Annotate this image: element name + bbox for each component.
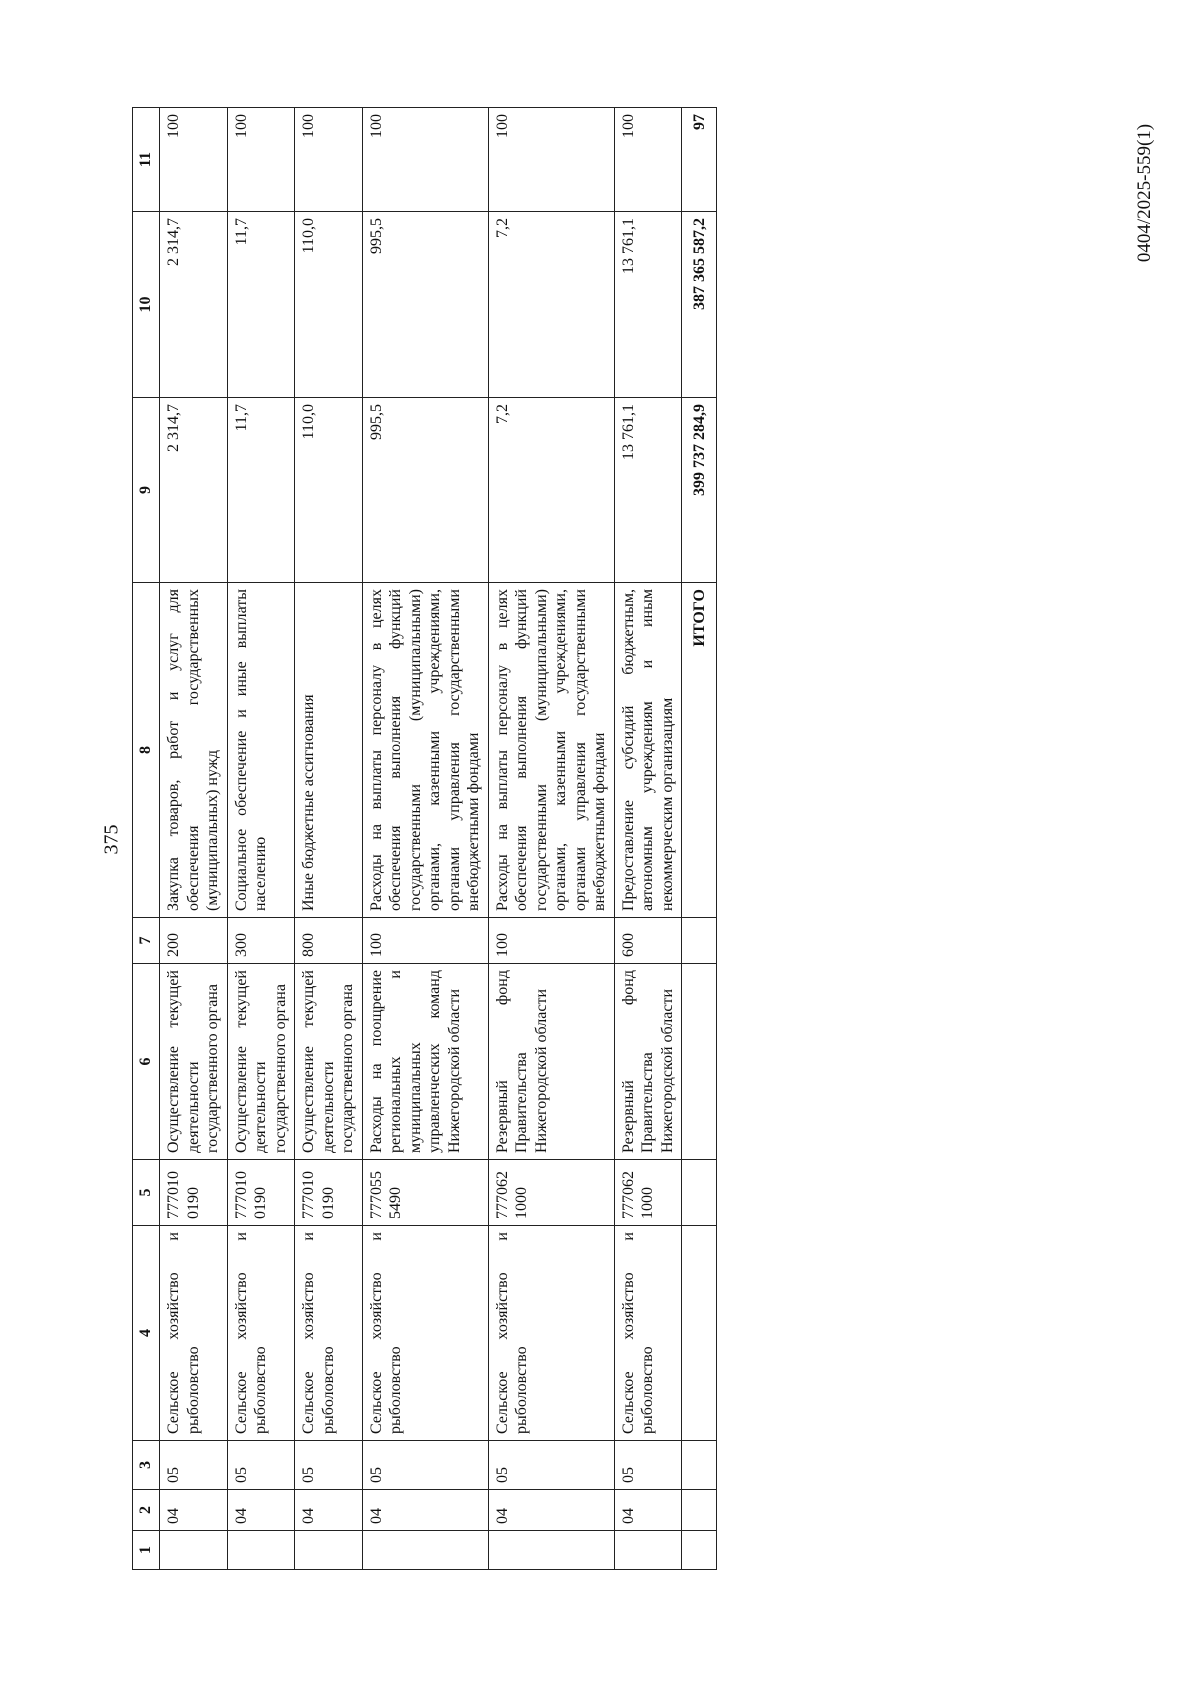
expense-type-name: Расходы на выплаты персоналу в целях обеспечения выполнения функций государственными (муниципальными) органами, казенными учреждениями, органами управления государственными внебюджетными фондами xyxy=(362,583,488,918)
plan-amount: 11,7 xyxy=(227,398,295,583)
total-cell-empty xyxy=(682,1226,717,1441)
article-name: Осуществление текущей деятельности государственного органа xyxy=(160,964,228,1160)
expense-type-name: Предоставление субсидий бюджетным, автономным учреждениям и иным некоммерческим организациям xyxy=(614,583,682,918)
article-name: Осуществление текущей деятельности государственного органа xyxy=(227,964,295,1160)
section-name: Сельское хозяйство и рыболовство xyxy=(362,1226,488,1441)
execution-percent: 100 xyxy=(227,108,295,212)
col-header: 11 xyxy=(133,108,160,212)
col-header: 6 xyxy=(133,964,160,1160)
col-header: 7 xyxy=(133,918,160,964)
actual-amount: 2 314,7 xyxy=(160,212,228,398)
total-percent: 97 xyxy=(682,108,717,212)
section-code: 04 xyxy=(227,1490,295,1531)
execution-percent: 100 xyxy=(488,108,614,212)
total-cell-empty xyxy=(682,1531,717,1570)
actual-amount: 110,0 xyxy=(295,212,363,398)
total-actual: 387 365 587,2 xyxy=(682,212,717,398)
row-number xyxy=(614,1531,682,1570)
execution-percent: 100 xyxy=(362,108,488,212)
section-name: Сельское хозяйство и рыболовство xyxy=(227,1226,295,1441)
header-row xyxy=(133,108,160,1570)
expense-type-name: Иные бюджетные ассигнования xyxy=(295,583,363,918)
section-name: Сельское хозяйство и рыболовство xyxy=(488,1226,614,1441)
table-row xyxy=(488,108,614,1570)
total-cell-empty xyxy=(682,1441,717,1490)
total-label: ИТОГО xyxy=(682,583,717,918)
table-row xyxy=(227,108,295,1570)
expense-type-code: 600 xyxy=(614,918,682,964)
actual-amount: 7,2 xyxy=(488,212,614,398)
document-code: 0404/2025-559(1) xyxy=(1134,123,1155,263)
target-article: 777062 1000 xyxy=(614,1160,682,1226)
col-header: 5 xyxy=(133,1160,160,1226)
col-header: 4 xyxy=(133,1226,160,1441)
expense-type-name: Социальное обеспечение и иные выплаты населению xyxy=(227,583,295,918)
plan-amount: 110,0 xyxy=(295,398,363,583)
plan-amount: 995,5 xyxy=(362,398,488,583)
section-code: 04 xyxy=(488,1490,614,1531)
expense-type-code: 200 xyxy=(160,918,228,964)
expense-type-code: 300 xyxy=(227,918,295,964)
total-cell-empty xyxy=(682,918,717,964)
execution-percent: 100 xyxy=(614,108,682,212)
row-number xyxy=(488,1531,614,1570)
col-header: 8 xyxy=(133,583,160,918)
expense-type-code: 100 xyxy=(362,918,488,964)
section-name: Сельское хозяйство и рыболовство xyxy=(614,1226,682,1441)
row-number xyxy=(295,1531,363,1570)
page-number: 375 xyxy=(100,824,123,855)
table-row xyxy=(362,108,488,1570)
total-cell-empty xyxy=(682,1160,717,1226)
plan-amount: 2 314,7 xyxy=(160,398,228,583)
row-number xyxy=(362,1531,488,1570)
actual-amount: 13 761,1 xyxy=(614,212,682,398)
expense-type-code: 100 xyxy=(488,918,614,964)
section-name: Сельское хозяйство и рыболовство xyxy=(295,1226,363,1441)
section-code: 04 xyxy=(614,1490,682,1531)
section-code: 04 xyxy=(362,1490,488,1531)
subsection-code: 05 xyxy=(488,1441,614,1490)
budget-table-rotated xyxy=(132,108,1032,1570)
total-cell-empty xyxy=(682,1490,717,1531)
table-row xyxy=(160,108,228,1570)
target-article: 777055 5490 xyxy=(362,1160,488,1226)
subsection-code: 05 xyxy=(227,1441,295,1490)
actual-amount: 995,5 xyxy=(362,212,488,398)
expense-type-name: Расходы на выплаты персоналу в целях обеспечения выполнения функций государственными (муниципальными) органами, казенными учреждениями, органами управления государственными внебюджетными фондами xyxy=(488,583,614,918)
col-header: 2 xyxy=(133,1490,160,1531)
budget-table xyxy=(132,107,717,1570)
subsection-code: 05 xyxy=(614,1441,682,1490)
execution-percent: 100 xyxy=(160,108,228,212)
expense-type-code: 800 xyxy=(295,918,363,964)
target-article: 777010 0190 xyxy=(227,1160,295,1226)
article-name: Резервный фонд Правительства Нижегородской области xyxy=(614,964,682,1160)
row-number xyxy=(227,1531,295,1570)
target-article: 777010 0190 xyxy=(160,1160,228,1226)
article-name: Расходы на поощрение региональных и муниципальных управленческих команд Нижегородской области xyxy=(362,964,488,1160)
col-header: 9 xyxy=(133,398,160,583)
subsection-code: 05 xyxy=(295,1441,363,1490)
target-article: 777062 1000 xyxy=(488,1160,614,1226)
plan-amount: 7,2 xyxy=(488,398,614,583)
actual-amount: 11,7 xyxy=(227,212,295,398)
target-article: 777010 0190 xyxy=(295,1160,363,1226)
row-number xyxy=(160,1531,228,1570)
subsection-code: 05 xyxy=(160,1441,228,1490)
col-header: 10 xyxy=(133,212,160,398)
article-name: Осуществление текущей деятельности государственного органа xyxy=(295,964,363,1160)
table-body xyxy=(133,108,717,1570)
section-code: 04 xyxy=(160,1490,228,1531)
section-code: 04 xyxy=(295,1490,363,1531)
col-header: 3 xyxy=(133,1441,160,1490)
article-name: Резервный фонд Правительства Нижегородской области xyxy=(488,964,614,1160)
total-row xyxy=(682,108,717,1570)
section-name: Сельское хозяйство и рыболовство xyxy=(160,1226,228,1441)
subsection-code: 05 xyxy=(362,1441,488,1490)
table-row xyxy=(614,108,682,1570)
col-header: 1 xyxy=(133,1531,160,1570)
expense-type-name: Закупка товаров, работ и услуг для обеспечения государственных (муниципальных) нужд xyxy=(160,583,228,918)
total-cell-empty xyxy=(682,964,717,1160)
table-row xyxy=(295,108,363,1570)
execution-percent: 100 xyxy=(295,108,363,212)
total-plan: 399 737 284,9 xyxy=(682,398,717,583)
plan-amount: 13 761,1 xyxy=(614,398,682,583)
